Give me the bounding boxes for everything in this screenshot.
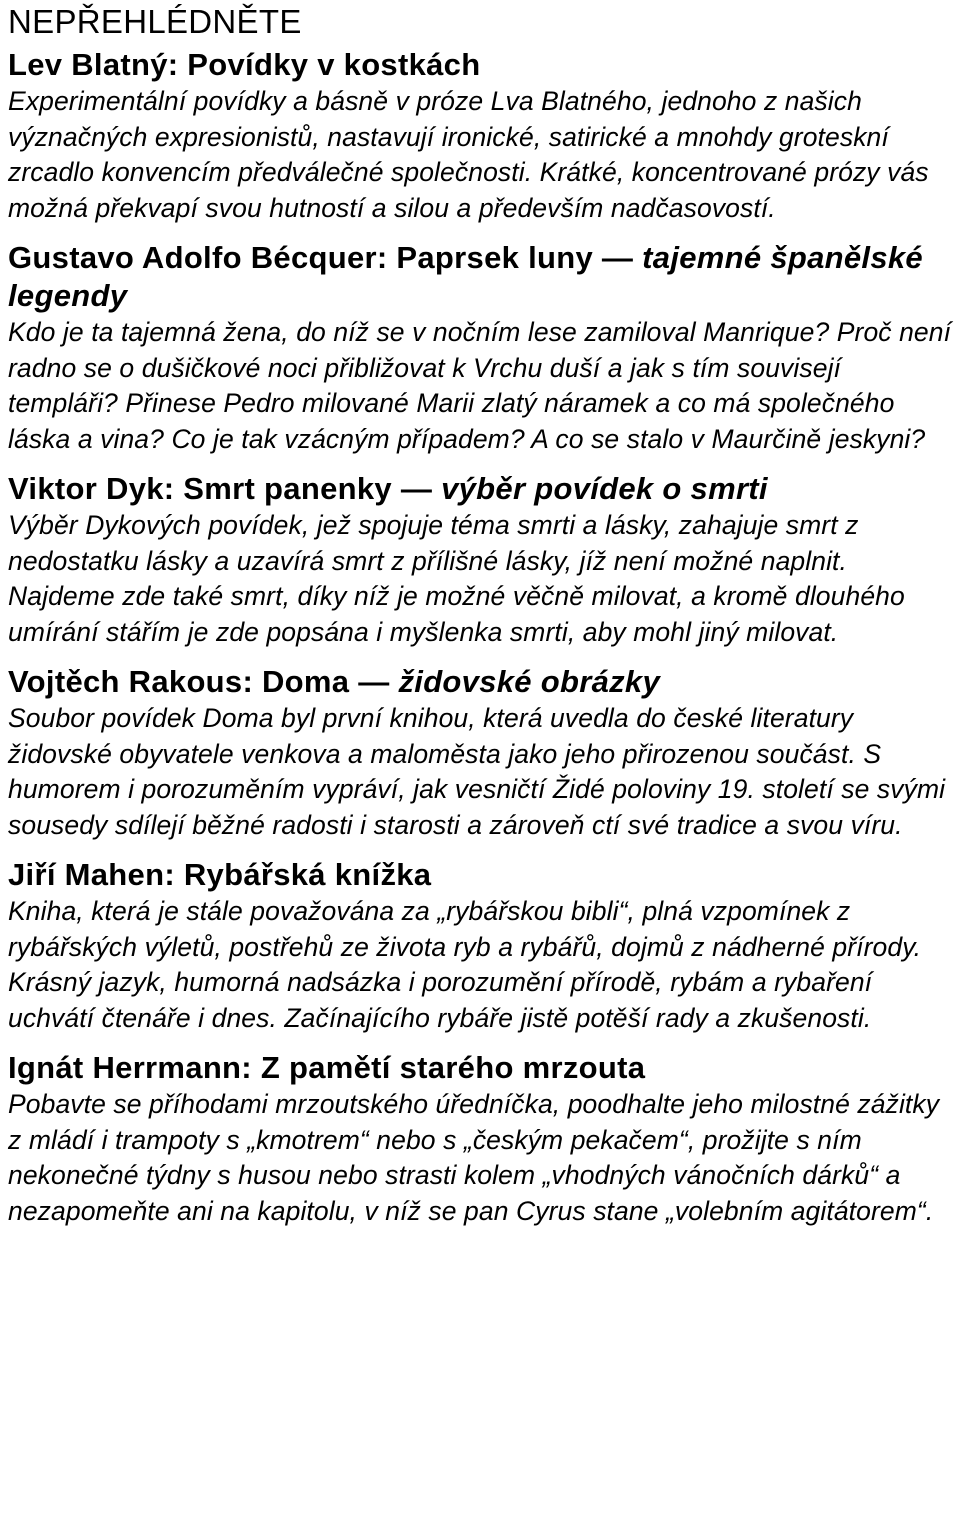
book-description: [8, 84, 952, 226]
book-title: [8, 1049, 952, 1087]
book-title: [8, 470, 952, 508]
title-dash: —: [400, 471, 433, 506]
book-subtitle: židovské obrázky: [398, 664, 661, 699]
book-entry: [8, 663, 952, 843]
book-title-text: Ignát Herrmann: Z pamětí starého mrzouta: [8, 1050, 646, 1085]
book-title-text: Jiří Mahen: Rybářská knížka: [8, 857, 432, 892]
book-title: [8, 663, 952, 701]
book-description-text: Kdo je ta tajemná žena, do níž se v nočním lese zamiloval Manrique? Proč není radno se o dušičkové noci přibližovat k Vrchu duší a jak s tím souvisejí templáři? Přinese Pedro milované Marii zlatý náramek a co má společného láska a vina? Co je tak vzácným případem? A co se stalo v Maurčině jeskyni?: [8, 317, 952, 454]
book-description: [8, 701, 952, 843]
book-description: [8, 508, 952, 650]
book-title-text: Viktor Dyk: Smrt panenky: [8, 471, 392, 506]
book-entry: [8, 1049, 952, 1229]
book-title-text: Vojtěch Rakous: Doma: [8, 664, 350, 699]
book-description: [8, 1087, 952, 1229]
section-label: NEPŘEHLÉDNĚTE: [8, 3, 302, 40]
book-description-text: Pobavte se příhodami mrzoutského úředníčka, poodhalte jeho milostné zážitky z mládí i trampoty s „kmotrem“ nebo s „českým pekačem“, prožijte s ním nekonečné týdny s husou nebo strasti kolem „vhodných vánočních dárků“ a nezapomeňte ani na kapitolu, v níž se pan Cyrus stane „volebním agitátorem“.: [8, 1089, 940, 1226]
book-entry: [8, 470, 952, 650]
book-description-text: Kniha, která je stále považována za „rybářskou bibli“, plná vzpomínek z rybářských výletů, postřehů ze života ryb a rybářů, dojmů z nádherné přírody. Krásný jazyk, humorná nadsázka i porozumění přírodě, rybám a rybaření uchvátí čtenáře i dnes. Začínajícího rybáře jistě potěší rady a zkušenosti.: [8, 896, 922, 1033]
book-subtitle: výběr povídek o smrti: [441, 471, 768, 506]
book-description: [8, 894, 952, 1036]
document-page: [0, 2, 960, 1517]
book-title-text: Gustavo Adolfo Bécquer: Paprsek luny: [8, 240, 593, 275]
book-title: [8, 856, 952, 894]
book-description: [8, 315, 952, 457]
book-title-text: Lev Blatný: Povídky v kostkách: [8, 47, 481, 82]
book-description-text: Výběr Dykových povídek, jež spojuje téma smrti a lásky, zahajuje smrt z nedostatku lásky a uzavírá smrt z přílišné lásky, jíž není možné naplnit. Najdeme zde také smrt, díky níž je možné věčně milovat, a kromě dlouhého umírání stářím je zde popsána i myšlenka smrti, aby mohl jiný milovat.: [8, 510, 905, 647]
book-description-text: Experimentální povídky a básně v próze Lva Blatného, jednoho z našich význačných expresionistů, nastavují ironické, satirické a mnohdy groteskní zrcadlo konvencím předválečné společnosti. Krátké, koncentrované prózy vás možná překvapí svou hutností a silou a především nadčasovostí.: [8, 86, 929, 223]
book-entry: [8, 239, 952, 457]
book-description-text: Soubor povídek Doma byl první knihou, která uvedla do české literatury židovské obyvatele venkova a maloměsta jako jeho přirozenou součást. S humorem i porozuměním vypráví, jak vesničtí Židé poloviny 19. století se svými sousedy sdílejí běžné radosti i starosti a zároveň ctí své tradice a svou víru.: [8, 703, 946, 840]
book-title: [8, 239, 952, 315]
book-title: [8, 46, 952, 84]
title-dash: —: [601, 240, 634, 275]
title-dash: —: [358, 664, 390, 699]
book-entry: [8, 46, 952, 226]
book-subtitle: tajemné španělské legendy: [8, 240, 923, 313]
book-entry: [8, 856, 952, 1036]
